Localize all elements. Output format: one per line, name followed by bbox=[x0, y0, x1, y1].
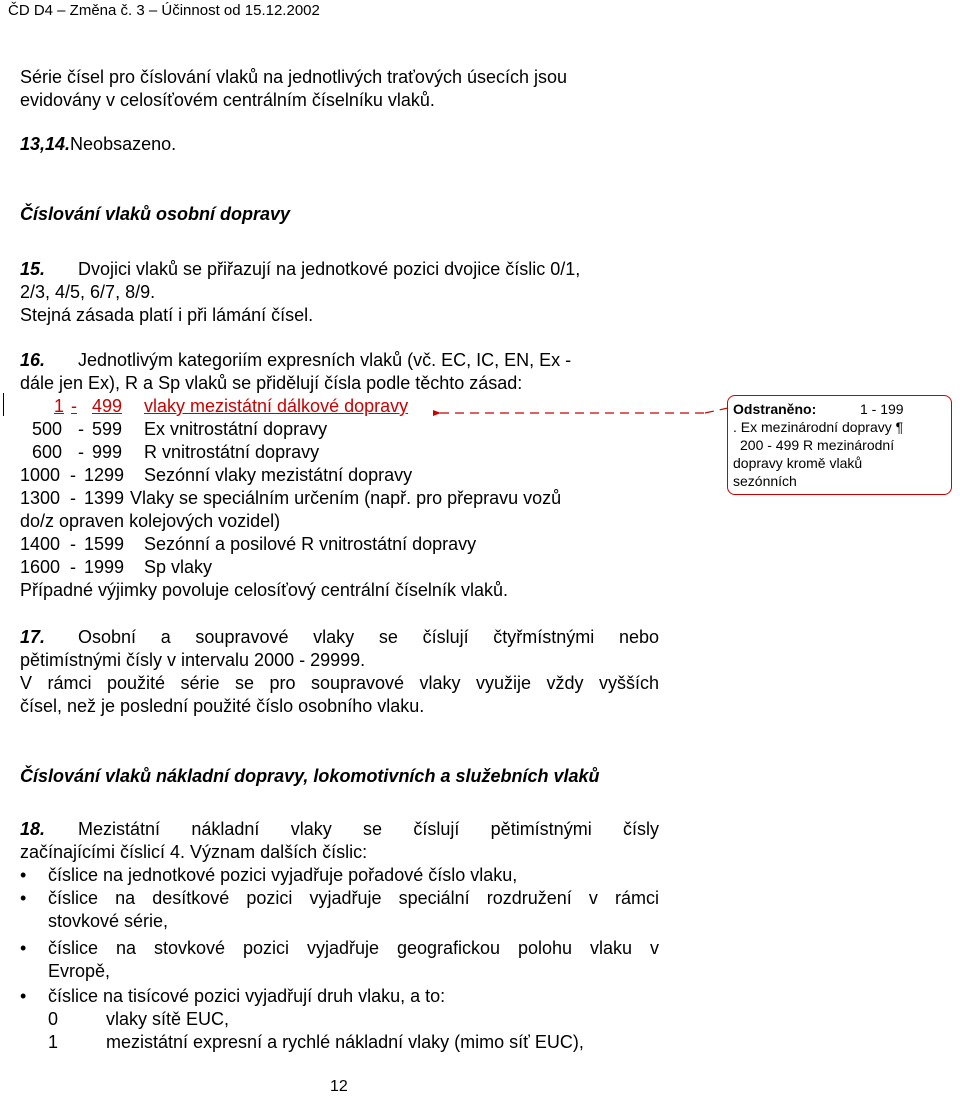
bullet-item-2-line-2: stovkové série, bbox=[48, 911, 169, 931]
code-1-desc: mezistátní expresní a rychlé nákladní vlaky (mimo síť EUC), bbox=[106, 1032, 584, 1052]
paragraph-17-number: 17. bbox=[20, 627, 46, 647]
comment-line-3: 200 - 499 R mezinárodní bbox=[740, 437, 895, 453]
comment-line-2: . Ex mezinárodní dopravy ¶ bbox=[733, 419, 904, 435]
row-to: 999 bbox=[92, 442, 123, 462]
code-0-desc: vlaky sítě EUC, bbox=[106, 1009, 230, 1029]
row-dash: - bbox=[70, 557, 76, 577]
paragraph-15-line-3: Stejná zásada platí i při lámání čísel. bbox=[20, 305, 314, 325]
row-dash: - bbox=[70, 465, 76, 485]
row-desc: Ex vnitrostátní dopravy bbox=[144, 419, 328, 439]
row-dash: - bbox=[70, 488, 76, 508]
bullet-item-2-line-1: číslice na desítkové pozici vyjadřuje speciální rozdružení v rámci bbox=[48, 888, 659, 908]
row-to: 499 bbox=[92, 396, 123, 416]
row-dash: - bbox=[70, 534, 76, 554]
row-desc: Vlaky se speciálním určením (např. pro přepravu vozů bbox=[130, 488, 562, 508]
comment-label: Odstraněno: bbox=[733, 401, 817, 417]
row-desc: Sezónní vlaky mezistátní dopravy bbox=[144, 465, 413, 485]
row-from: 500 bbox=[32, 419, 63, 439]
row-desc: vlaky mezistátní dálkové dopravy bbox=[144, 396, 409, 416]
paragraph-15-number: 15. bbox=[20, 259, 46, 279]
row-to: 1299 bbox=[84, 465, 125, 485]
intro-line-2: evidovány v celosíťovém centrálním číselníku vlaků. bbox=[20, 90, 435, 110]
comment-line-5: sezónních bbox=[733, 473, 797, 489]
paragraph-15-line-2: 2/3, 4/5, 6/7, 8/9. bbox=[20, 282, 156, 302]
row-dash: - bbox=[71, 396, 77, 416]
bullet-marker: • bbox=[20, 938, 27, 958]
paragraph-17-line-4: čísel, než je poslední použité číslo osobního vlaku. bbox=[20, 696, 425, 716]
bullet-marker: • bbox=[20, 986, 27, 1006]
row-to: 1399 bbox=[84, 488, 125, 508]
bullet-item-1: číslice na jednotkové pozici vyjadřuje pořadové číslo vlaku, bbox=[48, 865, 518, 885]
row-5-continuation: do/z opraven kolejových vozidel) bbox=[20, 511, 281, 531]
bullet-item-3-line-2: Evropě, bbox=[48, 961, 111, 981]
exception-note: Případné výjimky povoluje celosíťový centrální číselník vlaků. bbox=[20, 580, 508, 600]
row-from: 1 bbox=[54, 396, 65, 416]
code-1: 1 bbox=[48, 1032, 59, 1052]
row-to: 1599 bbox=[84, 534, 125, 554]
bullet-marker: • bbox=[20, 888, 27, 908]
intro-line-1: Série čísel pro číslování vlaků na jednotlivých traťových úsecích jsou bbox=[20, 67, 568, 87]
section-heading-freight: Číslování vlaků nákladní dopravy, lokomotivních a služebních vlaků bbox=[20, 766, 600, 786]
bullet-item-3-line-1: číslice na stovkové pozici vyjadřuje geografickou polohu vlaku v bbox=[48, 938, 659, 958]
row-from: 600 bbox=[32, 442, 63, 462]
paragraph-text: Neobsazeno. bbox=[70, 134, 177, 154]
paragraph-17-line-3: V rámci použité série se pro soupravové vlaky využije vždy vyšších bbox=[20, 673, 659, 693]
paragraph-number: 13,14. bbox=[20, 134, 71, 154]
row-dash: - bbox=[78, 442, 84, 462]
code-0: 0 bbox=[48, 1009, 59, 1029]
row-from: 1300 bbox=[20, 488, 61, 508]
row-to: 1999 bbox=[84, 557, 125, 577]
row-desc: Sp vlaky bbox=[144, 557, 213, 577]
page-header: ČD D4 – Změna č. 3 – Účinnost od 15.12.2002 bbox=[8, 2, 320, 19]
paragraph-18-number: 18. bbox=[20, 819, 46, 839]
row-from: 1400 bbox=[20, 534, 61, 554]
row-desc: R vnitrostátní dopravy bbox=[144, 442, 320, 462]
row-from: 1600 bbox=[20, 557, 61, 577]
page-number: 12 bbox=[330, 1078, 348, 1095]
comment-range: 1 - 199 bbox=[860, 401, 904, 417]
bullet-item-4: číslice na tisícové pozici vyjadřují druh vlaku, a to: bbox=[48, 986, 446, 1006]
paragraph-16-number: 16. bbox=[20, 350, 46, 370]
paragraph-16-line-2: dále jen Ex), R a Sp vlaků se přidělují čísla podle těchto zásad: bbox=[20, 373, 523, 393]
paragraph-16-line-1: Jednotlivým kategoriím expresních vlaků (vč. EC, IC, EN, Ex - bbox=[78, 350, 572, 370]
revision-comment-balloon[interactable] bbox=[727, 395, 952, 495]
row-to: 599 bbox=[92, 419, 123, 439]
paragraph-17-line-2: pětimístnými čísly v intervalu 2000 - 29999. bbox=[20, 650, 366, 670]
row-dash: - bbox=[78, 419, 84, 439]
paragraph-18-line-2: začínajícími číslicí 4. Význam dalších číslic: bbox=[20, 842, 368, 862]
section-heading-passenger: Číslování vlaků osobní dopravy bbox=[20, 204, 291, 224]
row-desc: Sezónní a posilové R vnitrostátní dopravy bbox=[144, 534, 477, 554]
bullet-marker: • bbox=[20, 865, 27, 885]
comment-line-4: dopravy kromě vlaků bbox=[733, 455, 863, 471]
row-from: 1000 bbox=[20, 465, 61, 485]
paragraph-18-line-1: Mezistátní nákladní vlaky se číslují pětimístnými čísly bbox=[78, 819, 659, 839]
paragraph-15-line-1: Dvojici vlaků se přiřazují na jednotkové pozici dvojice číslic 0/1, bbox=[78, 259, 581, 279]
paragraph-17-line-1: Osobní a soupravové vlaky se číslují čtyřmístnými nebo bbox=[78, 627, 659, 647]
